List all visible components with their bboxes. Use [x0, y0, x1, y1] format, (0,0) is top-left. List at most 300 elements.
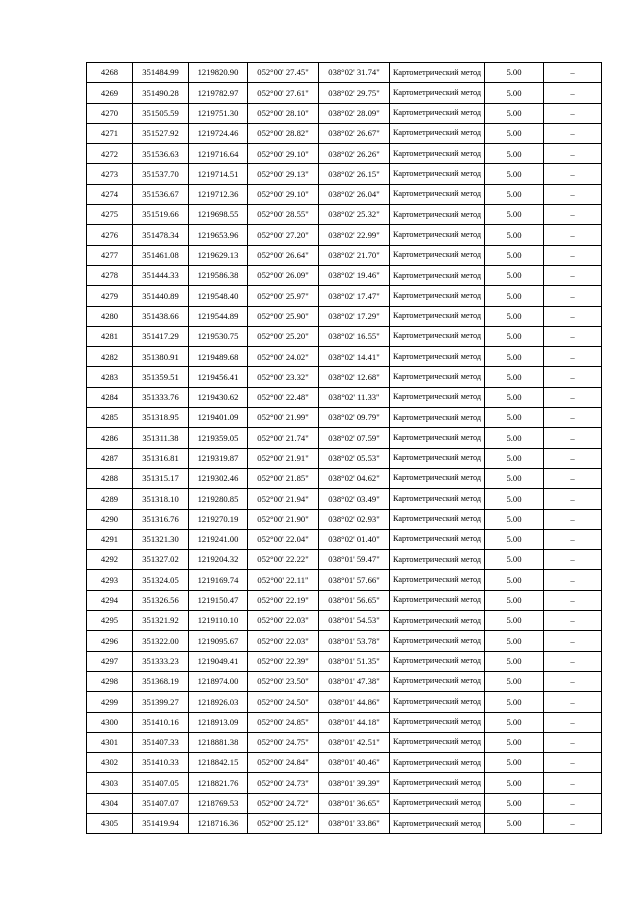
x-coordinate-cell: 351417.29 — [133, 326, 189, 346]
point-number-cell: 4293 — [87, 570, 133, 590]
point-number-cell: 4301 — [87, 732, 133, 752]
latitude-cell: 052°00' 25.20" — [248, 326, 319, 346]
note-cell: – — [544, 732, 602, 752]
table-row — [87, 468, 602, 488]
table-row — [87, 225, 602, 245]
accuracy-cell: 5.00 — [485, 489, 544, 509]
table-row — [87, 611, 602, 631]
point-number-cell: 4279 — [87, 286, 133, 306]
longitude-cell: 038°02' 26.15" — [319, 164, 390, 184]
coordinates-table — [86, 62, 602, 834]
note-cell: – — [544, 144, 602, 164]
accuracy-cell: 5.00 — [485, 83, 544, 103]
accuracy-cell: 5.00 — [485, 793, 544, 813]
longitude-cell: 038°02' 25.32" — [319, 205, 390, 225]
accuracy-cell: 5.00 — [485, 387, 544, 407]
table-row — [87, 326, 602, 346]
method-text: Картометрический метод — [392, 737, 482, 747]
point-number-cell: 4275 — [87, 205, 133, 225]
latitude-cell: 052°00' 21.94" — [248, 489, 319, 509]
x-coordinate-cell: 351410.33 — [133, 753, 189, 773]
x-coordinate-cell: 351519.66 — [133, 205, 189, 225]
y-coordinate-cell: 1218769.53 — [189, 793, 248, 813]
method-cell — [390, 813, 485, 833]
accuracy-cell: 5.00 — [485, 631, 544, 651]
longitude-cell: 038°02' 26.67" — [319, 123, 390, 143]
note-cell: – — [544, 712, 602, 732]
table-row — [87, 529, 602, 549]
y-coordinate-cell: 1219716.64 — [189, 144, 248, 164]
latitude-cell: 052°00' 21.74" — [248, 428, 319, 448]
latitude-cell: 052°00' 24.02" — [248, 347, 319, 367]
longitude-cell: 038°01' 40.46" — [319, 753, 390, 773]
latitude-cell: 052°00' 26.09" — [248, 265, 319, 285]
table-row — [87, 408, 602, 428]
method-text: Картометрический метод — [392, 148, 482, 158]
accuracy-cell: 5.00 — [485, 103, 544, 123]
method-cell — [390, 753, 485, 773]
method-text: Картометрический метод — [392, 757, 482, 767]
method-text: Картометрический метод — [392, 229, 482, 239]
latitude-cell: 052°00' 24.75" — [248, 732, 319, 752]
table-row — [87, 428, 602, 448]
x-coordinate-cell: 351333.76 — [133, 387, 189, 407]
y-coordinate-cell: 1219489.68 — [189, 347, 248, 367]
accuracy-cell: 5.00 — [485, 286, 544, 306]
latitude-cell: 052°00' 21.85" — [248, 468, 319, 488]
y-coordinate-cell: 1219653.96 — [189, 225, 248, 245]
method-cell — [390, 509, 485, 529]
note-cell: – — [544, 408, 602, 428]
note-cell: – — [544, 347, 602, 367]
latitude-cell: 052°00' 27.20" — [248, 225, 319, 245]
method-text: Картометрический метод — [392, 453, 482, 463]
latitude-cell: 052°00' 24.85" — [248, 712, 319, 732]
longitude-cell: 038°02' 11.33" — [319, 387, 390, 407]
method-cell — [390, 631, 485, 651]
y-coordinate-cell: 1219401.09 — [189, 408, 248, 428]
table-row — [87, 306, 602, 326]
note-cell: – — [544, 631, 602, 651]
method-text: Картометрический метод — [392, 473, 482, 483]
table-row — [87, 509, 602, 529]
note-cell: – — [544, 529, 602, 549]
method-cell — [390, 408, 485, 428]
latitude-cell: 052°00' 23.32" — [248, 367, 319, 387]
method-text: Картометрический метод — [392, 311, 482, 321]
y-coordinate-cell: 1219629.13 — [189, 245, 248, 265]
longitude-cell: 038°02' 17.29" — [319, 306, 390, 326]
table-row — [87, 712, 602, 732]
note-cell: – — [544, 205, 602, 225]
longitude-cell: 038°02' 01.40" — [319, 529, 390, 549]
x-coordinate-cell: 351537.70 — [133, 164, 189, 184]
x-coordinate-cell: 351419.94 — [133, 813, 189, 833]
method-text: Картометрический метод — [392, 798, 482, 808]
point-number-cell: 4271 — [87, 123, 133, 143]
accuracy-cell: 5.00 — [485, 326, 544, 346]
method-text: Картометрический метод — [392, 87, 482, 97]
longitude-cell: 038°02' 17.47" — [319, 286, 390, 306]
point-number-cell: 4299 — [87, 692, 133, 712]
method-cell — [390, 732, 485, 752]
longitude-cell: 038°02' 31.74" — [319, 63, 390, 83]
longitude-cell: 038°02' 03.49" — [319, 489, 390, 509]
latitude-cell: 052°00' 25.97" — [248, 286, 319, 306]
x-coordinate-cell: 351311.38 — [133, 428, 189, 448]
note-cell: – — [544, 103, 602, 123]
point-number-cell: 4274 — [87, 184, 133, 204]
x-coordinate-cell: 351461.08 — [133, 245, 189, 265]
x-coordinate-cell: 351536.67 — [133, 184, 189, 204]
y-coordinate-cell: 1219712.36 — [189, 184, 248, 204]
latitude-cell: 052°00' 22.19" — [248, 590, 319, 610]
longitude-cell: 038°01' 51.35" — [319, 651, 390, 671]
method-cell — [390, 205, 485, 225]
y-coordinate-cell: 1218716.36 — [189, 813, 248, 833]
x-coordinate-cell: 351478.34 — [133, 225, 189, 245]
table-row — [87, 387, 602, 407]
table-row — [87, 732, 602, 752]
latitude-cell: 052°00' 29.10" — [248, 144, 319, 164]
method-cell — [390, 651, 485, 671]
x-coordinate-cell: 351399.27 — [133, 692, 189, 712]
x-coordinate-cell: 351318.95 — [133, 408, 189, 428]
table-row — [87, 590, 602, 610]
table-row — [87, 63, 602, 83]
method-cell — [390, 712, 485, 732]
method-text: Картометрический метод — [392, 372, 482, 381]
latitude-cell: 052°00' 23.50" — [248, 671, 319, 691]
x-coordinate-cell: 351315.17 — [133, 468, 189, 488]
y-coordinate-cell: 1219241.00 — [189, 529, 248, 549]
note-cell: – — [544, 83, 602, 103]
method-text: Картометрический метод — [392, 290, 482, 300]
point-number-cell: 4302 — [87, 753, 133, 773]
method-text: Картометрический метод — [392, 250, 482, 260]
accuracy-cell: 5.00 — [485, 306, 544, 326]
y-coordinate-cell: 1218821.76 — [189, 773, 248, 793]
longitude-cell: 038°02' 12.68" — [319, 367, 390, 387]
table-row — [87, 813, 602, 833]
x-coordinate-cell: 351327.02 — [133, 550, 189, 570]
note-cell: – — [544, 813, 602, 833]
point-number-cell: 4305 — [87, 813, 133, 833]
point-number-cell: 4292 — [87, 550, 133, 570]
y-coordinate-cell: 1219586.38 — [189, 265, 248, 285]
accuracy-cell: 5.00 — [485, 611, 544, 631]
method-text: Картометрический метод — [392, 432, 482, 442]
method-text: Картометрический метод — [392, 392, 482, 402]
note-cell: – — [544, 590, 602, 610]
method-text: Картометрический метод — [392, 128, 482, 138]
note-cell: – — [544, 448, 602, 468]
table-row — [87, 123, 602, 143]
accuracy-cell: 5.00 — [485, 63, 544, 83]
x-coordinate-cell: 351438.66 — [133, 306, 189, 326]
method-text: Картометрический метод — [392, 696, 482, 706]
point-number-cell: 4282 — [87, 347, 133, 367]
accuracy-cell: 5.00 — [485, 408, 544, 428]
method-text: Картометрический метод — [392, 108, 482, 118]
point-number-cell: 4270 — [87, 103, 133, 123]
accuracy-cell: 5.00 — [485, 529, 544, 549]
latitude-cell: 052°00' 25.90" — [248, 306, 319, 326]
point-number-cell: 4290 — [87, 509, 133, 529]
table-row — [87, 184, 602, 204]
x-coordinate-cell: 351536.63 — [133, 144, 189, 164]
table-row — [87, 651, 602, 671]
method-cell — [390, 550, 485, 570]
accuracy-cell: 5.00 — [485, 813, 544, 833]
y-coordinate-cell: 1219548.40 — [189, 286, 248, 306]
y-coordinate-cell: 1219530.75 — [189, 326, 248, 346]
point-number-cell: 4286 — [87, 428, 133, 448]
latitude-cell: 052°00' 21.90" — [248, 509, 319, 529]
note-cell: – — [544, 651, 602, 671]
x-coordinate-cell: 351407.33 — [133, 732, 189, 752]
table-row — [87, 164, 602, 184]
method-text: Картометрический метод — [392, 676, 482, 686]
x-coordinate-cell: 351316.81 — [133, 448, 189, 468]
note-cell: – — [544, 225, 602, 245]
method-cell — [390, 671, 485, 691]
method-text: Картометрический метод — [392, 351, 482, 361]
method-cell — [390, 225, 485, 245]
method-cell — [390, 489, 485, 509]
x-coordinate-cell: 351444.33 — [133, 265, 189, 285]
accuracy-cell: 5.00 — [485, 712, 544, 732]
method-cell — [390, 144, 485, 164]
note-cell: – — [544, 611, 602, 631]
x-coordinate-cell: 351490.28 — [133, 83, 189, 103]
y-coordinate-cell: 1218842.15 — [189, 753, 248, 773]
y-coordinate-cell: 1219724.46 — [189, 123, 248, 143]
y-coordinate-cell: 1219359.05 — [189, 428, 248, 448]
x-coordinate-cell: 351321.92 — [133, 611, 189, 631]
table-row — [87, 103, 602, 123]
table-row — [87, 692, 602, 712]
accuracy-cell: 5.00 — [485, 144, 544, 164]
note-cell: – — [544, 367, 602, 387]
table-row — [87, 245, 602, 265]
y-coordinate-cell: 1219751.30 — [189, 103, 248, 123]
accuracy-cell: 5.00 — [485, 570, 544, 590]
longitude-cell: 038°02' 26.26" — [319, 144, 390, 164]
x-coordinate-cell: 351359.51 — [133, 367, 189, 387]
longitude-cell: 038°01' 59.47" — [319, 550, 390, 570]
method-cell — [390, 611, 485, 631]
latitude-cell: 052°00' 22.03" — [248, 631, 319, 651]
point-number-cell: 4298 — [87, 671, 133, 691]
y-coordinate-cell: 1219782.97 — [189, 83, 248, 103]
method-cell — [390, 570, 485, 590]
note-cell: – — [544, 550, 602, 570]
method-cell — [390, 692, 485, 712]
table-row — [87, 631, 602, 651]
coordinates-table-body — [87, 63, 602, 834]
method-text: Картометрический метод — [392, 777, 482, 787]
note-cell: – — [544, 265, 602, 285]
table-row — [87, 753, 602, 773]
note-cell: – — [544, 326, 602, 346]
table-row — [87, 367, 602, 387]
longitude-cell: 038°02' 05.53" — [319, 448, 390, 468]
longitude-cell: 038°01' 57.66" — [319, 570, 390, 590]
table-row — [87, 265, 602, 285]
latitude-cell: 052°00' 29.13" — [248, 164, 319, 184]
point-number-cell: 4283 — [87, 367, 133, 387]
latitude-cell: 052°00' 27.61" — [248, 83, 319, 103]
latitude-cell: 052°00' 27.45" — [248, 63, 319, 83]
note-cell: – — [544, 164, 602, 184]
point-number-cell: 4300 — [87, 712, 133, 732]
table-row — [87, 448, 602, 468]
longitude-cell: 038°02' 26.04" — [319, 184, 390, 204]
latitude-cell: 052°00' 22.22" — [248, 550, 319, 570]
y-coordinate-cell: 1218974.00 — [189, 671, 248, 691]
method-cell — [390, 326, 485, 346]
table-row — [87, 489, 602, 509]
note-cell: – — [544, 468, 602, 488]
method-text: Картометрический метод — [392, 270, 482, 280]
y-coordinate-cell: 1219714.51 — [189, 164, 248, 184]
point-number-cell: 4276 — [87, 225, 133, 245]
latitude-cell: 052°00' 28.82" — [248, 123, 319, 143]
point-number-cell: 4268 — [87, 63, 133, 83]
accuracy-cell: 5.00 — [485, 428, 544, 448]
method-text: Картометрический метод — [392, 615, 482, 625]
latitude-cell: 052°00' 22.04" — [248, 529, 319, 549]
point-number-cell: 4284 — [87, 387, 133, 407]
note-cell: – — [544, 306, 602, 326]
table-row — [87, 347, 602, 367]
method-cell — [390, 83, 485, 103]
method-cell — [390, 590, 485, 610]
x-coordinate-cell: 351407.05 — [133, 773, 189, 793]
x-coordinate-cell: 351321.30 — [133, 529, 189, 549]
point-number-cell: 4295 — [87, 611, 133, 631]
point-number-cell: 4272 — [87, 144, 133, 164]
longitude-cell: 038°02' 22.99" — [319, 225, 390, 245]
method-text: Картометрический метод — [392, 717, 482, 727]
latitude-cell: 052°00' 22.03" — [248, 611, 319, 631]
table-row — [87, 205, 602, 225]
latitude-cell: 052°00' 28.10" — [248, 103, 319, 123]
accuracy-cell: 5.00 — [485, 448, 544, 468]
note-cell: – — [544, 428, 602, 448]
method-cell — [390, 428, 485, 448]
latitude-cell: 052°00' 28.55" — [248, 205, 319, 225]
longitude-cell: 038°01' 42.51" — [319, 732, 390, 752]
y-coordinate-cell: 1219150.47 — [189, 590, 248, 610]
longitude-cell: 038°02' 14.41" — [319, 347, 390, 367]
longitude-cell: 038°01' 47.38" — [319, 671, 390, 691]
point-number-cell: 4273 — [87, 164, 133, 184]
longitude-cell: 038°02' 21.70" — [319, 245, 390, 265]
latitude-cell: 052°00' 21.99" — [248, 408, 319, 428]
y-coordinate-cell: 1219456.41 — [189, 367, 248, 387]
point-number-cell: 4280 — [87, 306, 133, 326]
x-coordinate-cell: 351380.91 — [133, 347, 189, 367]
method-text: Картометрический метод — [392, 67, 482, 77]
method-text: Картометрический метод — [392, 595, 482, 605]
method-cell — [390, 103, 485, 123]
method-text: Картометрический метод — [392, 656, 482, 666]
x-coordinate-cell: 351368.19 — [133, 671, 189, 691]
latitude-cell: 052°00' 22.39" — [248, 651, 319, 671]
longitude-cell: 038°01' 54.53" — [319, 611, 390, 631]
method-cell — [390, 164, 485, 184]
note-cell: – — [544, 63, 602, 83]
x-coordinate-cell: 351322.00 — [133, 631, 189, 651]
table-row — [87, 773, 602, 793]
method-text: Картометрический метод — [392, 412, 482, 422]
accuracy-cell: 5.00 — [485, 590, 544, 610]
note-cell: – — [544, 509, 602, 529]
longitude-cell: 038°01' 44.18" — [319, 712, 390, 732]
table-row — [87, 570, 602, 590]
y-coordinate-cell: 1219430.62 — [189, 387, 248, 407]
method-text: Картометрический метод — [392, 635, 482, 645]
method-cell — [390, 306, 485, 326]
latitude-cell: 052°00' 22.48" — [248, 387, 319, 407]
accuracy-cell: 5.00 — [485, 671, 544, 691]
method-text: Картометрический метод — [392, 331, 482, 341]
accuracy-cell: 5.00 — [485, 692, 544, 712]
method-text: Картометрический метод — [392, 493, 482, 503]
x-coordinate-cell: 351333.23 — [133, 651, 189, 671]
accuracy-cell: 5.00 — [485, 184, 544, 204]
longitude-cell: 038°02' 04.62" — [319, 468, 390, 488]
accuracy-cell: 5.00 — [485, 509, 544, 529]
method-cell — [390, 63, 485, 83]
longitude-cell: 038°02' 09.79" — [319, 408, 390, 428]
note-cell: – — [544, 753, 602, 773]
accuracy-cell: 5.00 — [485, 347, 544, 367]
y-coordinate-cell: 1219049.41 — [189, 651, 248, 671]
longitude-cell: 038°02' 28.09" — [319, 103, 390, 123]
x-coordinate-cell: 351318.10 — [133, 489, 189, 509]
point-number-cell: 4304 — [87, 793, 133, 813]
method-text: Картометрический метод — [392, 574, 482, 584]
method-cell — [390, 286, 485, 306]
latitude-cell: 052°00' 29.10" — [248, 184, 319, 204]
y-coordinate-cell: 1218926.03 — [189, 692, 248, 712]
note-cell: – — [544, 123, 602, 143]
latitude-cell: 052°00' 26.64" — [248, 245, 319, 265]
method-text: Картометрический метод — [392, 554, 482, 564]
y-coordinate-cell: 1219820.90 — [189, 63, 248, 83]
accuracy-cell: 5.00 — [485, 651, 544, 671]
y-coordinate-cell: 1219270.19 — [189, 509, 248, 529]
accuracy-cell: 5.00 — [485, 123, 544, 143]
latitude-cell: 052°00' 24.72" — [248, 793, 319, 813]
table-row — [87, 793, 602, 813]
method-cell — [390, 793, 485, 813]
method-cell — [390, 265, 485, 285]
note-cell: – — [544, 184, 602, 204]
accuracy-cell: 5.00 — [485, 550, 544, 570]
accuracy-cell: 5.00 — [485, 753, 544, 773]
y-coordinate-cell: 1219169.74 — [189, 570, 248, 590]
point-number-cell: 4287 — [87, 448, 133, 468]
longitude-cell: 038°02' 16.55" — [319, 326, 390, 346]
latitude-cell: 052°00' 24.84" — [248, 753, 319, 773]
accuracy-cell: 5.00 — [485, 468, 544, 488]
note-cell: – — [544, 286, 602, 306]
point-number-cell: 4291 — [87, 529, 133, 549]
